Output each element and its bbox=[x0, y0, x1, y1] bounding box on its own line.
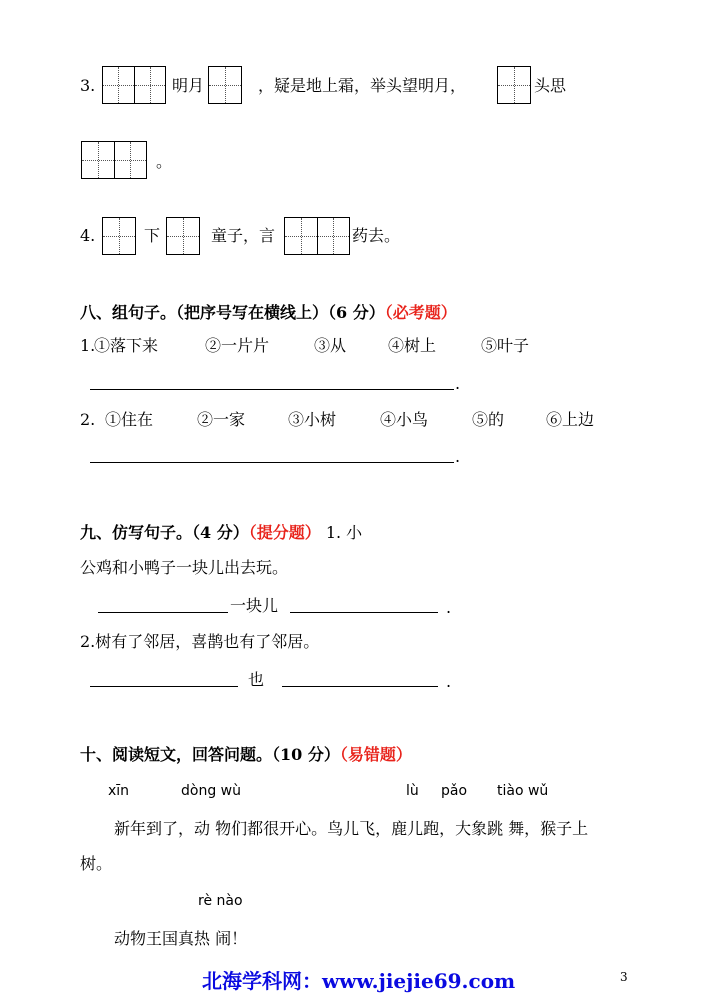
example-sentence: 公鸡和小鸭子一块儿出去玩。 bbox=[80, 558, 289, 577]
option-item: ③从 bbox=[314, 336, 347, 355]
poem-text: 。 bbox=[156, 152, 173, 171]
option-item: ⑥上边 bbox=[546, 410, 595, 429]
answer-line[interactable] bbox=[90, 686, 238, 687]
period: . bbox=[455, 447, 461, 466]
answer-grid[interactable] bbox=[81, 141, 147, 179]
pinyin: lù bbox=[406, 783, 419, 799]
question-number: 4. bbox=[80, 226, 96, 245]
poem-text: 童子，言 bbox=[211, 226, 276, 245]
period: . bbox=[455, 374, 461, 393]
section-title: 八、组句子。（把序号写在横线上）（6 分） bbox=[80, 303, 385, 322]
period: . bbox=[446, 598, 452, 617]
answer-grid[interactable] bbox=[166, 217, 200, 255]
question-number: 3. bbox=[80, 76, 96, 95]
answer-grid[interactable] bbox=[208, 66, 242, 104]
pinyin: dòng wù bbox=[181, 783, 241, 799]
option-item: ①落下来 bbox=[94, 336, 159, 355]
passage-text: 新年到了，动 物们都很开心。鸟儿飞，鹿儿跑，大象跳 舞，猴子上 bbox=[114, 819, 589, 838]
option-item: ④小鸟 bbox=[380, 410, 429, 429]
poem-text: 药去。 bbox=[352, 226, 401, 245]
section-tag: （提分题） bbox=[248, 523, 321, 542]
example-sentence: 2.树有了邻居，喜鹊也有了邻居。 bbox=[80, 632, 320, 651]
section-tag: （必考题） bbox=[384, 303, 457, 322]
page-number: 3 bbox=[620, 970, 628, 984]
answer-line[interactable] bbox=[98, 612, 228, 613]
option-item: ④树上 bbox=[388, 336, 437, 355]
section-tag: （易错题） bbox=[339, 745, 412, 764]
option-item: ①住在 bbox=[105, 410, 154, 429]
question-label: 1. 小 bbox=[325, 523, 363, 542]
passage-text: 动物王国真热 闹！ bbox=[114, 929, 248, 948]
answer-grid[interactable] bbox=[102, 217, 136, 255]
period: . bbox=[446, 672, 452, 691]
answer-line[interactable] bbox=[90, 389, 454, 390]
answer-grid[interactable] bbox=[102, 66, 166, 104]
answer-grid[interactable] bbox=[497, 66, 531, 104]
poem-text: 头思 bbox=[534, 76, 567, 95]
option-item: ②一片片 bbox=[205, 336, 270, 355]
option-item: ⑤叶子 bbox=[481, 336, 530, 355]
sentence-connector: 也 bbox=[248, 670, 265, 689]
pinyin: tiào wǔ bbox=[497, 783, 549, 799]
pinyin: pǎo bbox=[441, 783, 468, 799]
pinyin: rè nào bbox=[198, 893, 243, 909]
option-item: ⑤的 bbox=[472, 410, 505, 429]
section-title: 十、阅读短文，回答问题。（10 分） bbox=[80, 745, 340, 764]
section-title: 九、仿写句子。（4 分） bbox=[80, 523, 249, 542]
answer-line[interactable] bbox=[90, 462, 454, 463]
section-heading bbox=[80, 742, 412, 765]
poem-text: ，疑是地上霜，举头望明月， bbox=[258, 76, 467, 95]
sentence-connector: 一块儿 bbox=[230, 596, 279, 615]
poem-text: 明月 bbox=[172, 76, 205, 95]
option-item: ③小树 bbox=[288, 410, 337, 429]
footer-website[interactable]: 北海学科网：www.jiejie69.com bbox=[202, 969, 516, 993]
section-heading bbox=[80, 520, 362, 543]
question-label: 1. bbox=[80, 336, 96, 355]
question-label: 2. bbox=[80, 410, 96, 429]
poem-text: 下 bbox=[144, 226, 161, 245]
answer-line[interactable] bbox=[282, 686, 438, 687]
pinyin: xīn bbox=[108, 783, 130, 799]
answer-grid[interactable] bbox=[284, 217, 350, 255]
answer-line[interactable] bbox=[290, 612, 438, 613]
option-item: ②一家 bbox=[197, 410, 246, 429]
passage-text: 树。 bbox=[80, 854, 113, 873]
section-heading bbox=[80, 300, 457, 323]
